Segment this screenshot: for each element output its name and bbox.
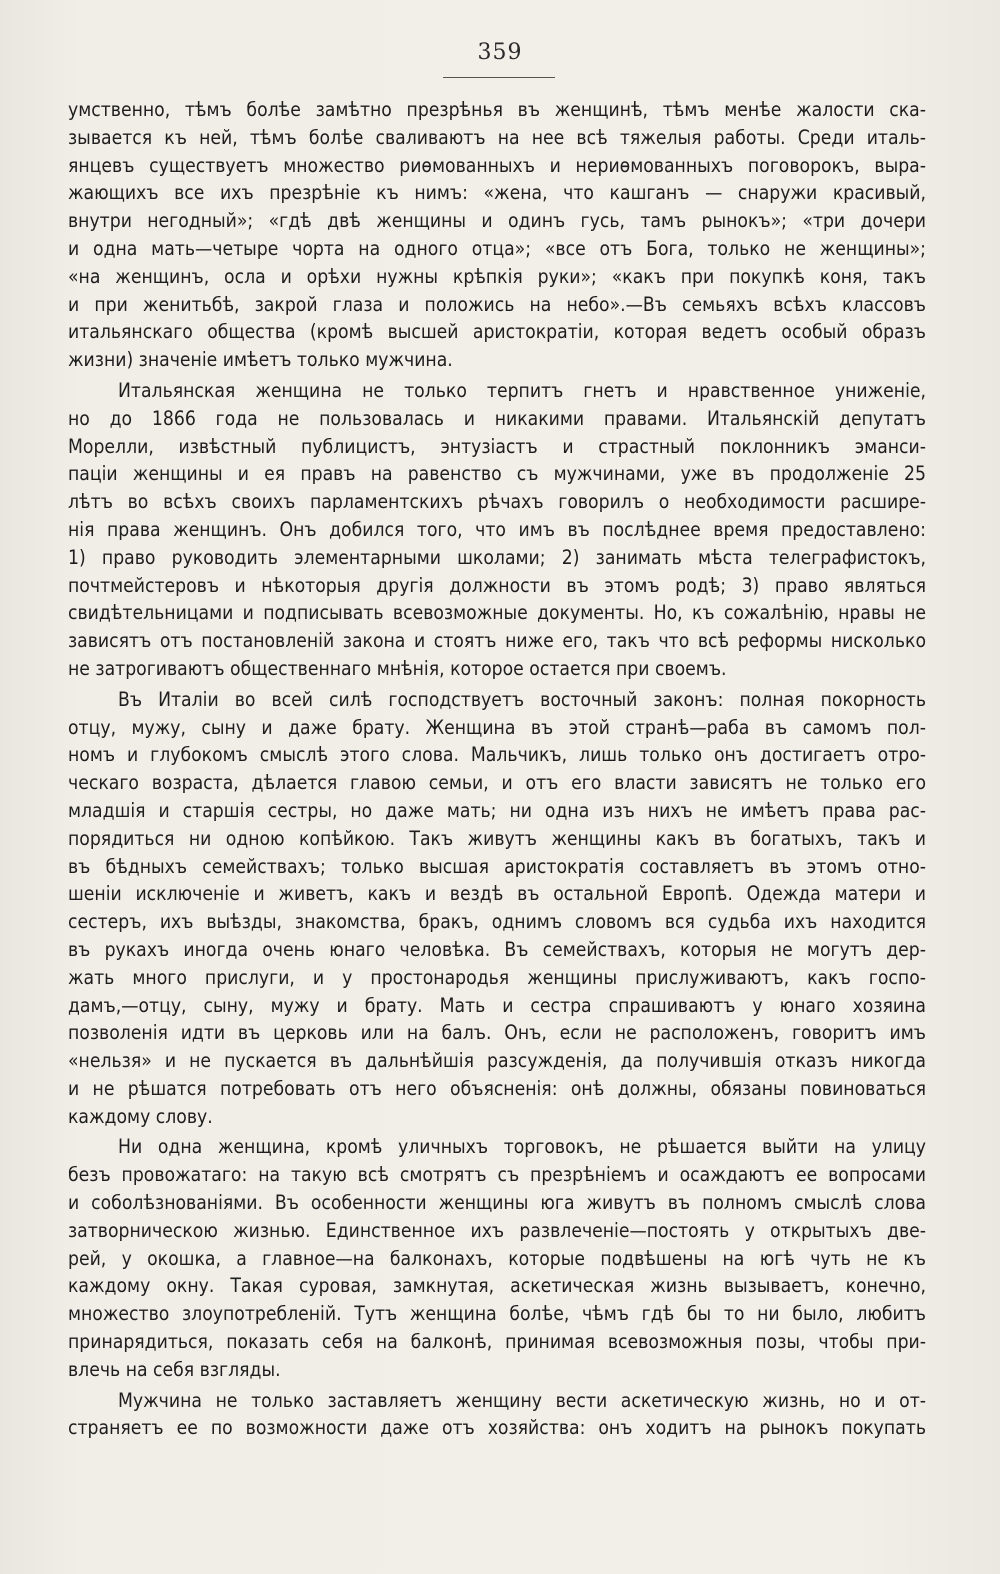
page-number: 359 <box>477 40 523 65</box>
text-line: позволенія идти въ церковь или на балъ. Онъ, если не расположенъ, говоритъ имъ <box>68 1021 926 1045</box>
text-line: страняетъ ее по возможности даже отъ хозяйства: онъ ходитъ на рынокъ покупать <box>68 1416 926 1440</box>
text-line: номъ и глубокомъ смыслѣ этого слова. Мальчикъ, лишь только онъ достигаетъ отро- <box>68 743 926 767</box>
page-number-rule <box>443 77 555 78</box>
text-line: зывается къ ней, тѣмъ болѣе сваливаютъ на нее всѣ тяжелыя работы. Среди италь- <box>68 125 926 149</box>
text-line: затворническою жизнью. Единственное ихъ развлеченіе—постоять у открытыхъ две- <box>68 1218 926 1242</box>
text-line: не затрогиваютъ общественнаго мнѣнія, которое остается при своемъ. <box>68 656 727 680</box>
text-line: въ рукахъ иногда очень юнаго человѣка. Въ семействахъ, которыя не могутъ дер- <box>68 937 926 961</box>
text-line: умственно, тѣмъ болѣе замѣтно презрѣнья въ женщинѣ, тѣмъ менѣе жалости ска- <box>68 98 926 121</box>
text-line: жать много прислуги, и у простонародья женщины прислуживаютъ, какъ госпо- <box>68 965 926 989</box>
paragraph <box>68 1387 926 1443</box>
text-line: зависятъ отъ постановленій закона и стоятъ ниже его, такъ что всѣ реформы нисколько <box>68 629 926 653</box>
text-line: влечь на себя взгляды. <box>68 1357 281 1381</box>
text-line: 1) право руководить элементарными школами; 2) занимать мѣста телеграфистокъ, <box>68 545 926 569</box>
text-line: каждому окну. Такая суровая, замкнутая, аскетическая жизнь вызываетъ, конечно, <box>68 1274 926 1298</box>
text-line: порядиться ни одною копѣйкою. Такъ живутъ женщины какъ въ богатыхъ, такъ и <box>68 826 926 850</box>
text-line: внутри негодный»; «гдѣ двѣ женщины и одинъ гусь, тамъ рынокъ»; «три дочери <box>68 209 926 233</box>
paragraph <box>68 1133 926 1383</box>
text-line: каждому слову. <box>68 1104 213 1128</box>
text-line: янцевъ существуетъ множество риѳмованныхъ и нериѳмованныхъ поговорокъ, выра- <box>68 153 926 177</box>
text-line: Итальянская женщина не только терпитъ гнетъ и нравственное униженіе, <box>118 378 926 402</box>
text-line: Ни одна женщина, кромѣ уличныхъ торговокъ, не рѣшается выйти на улицу <box>118 1135 926 1159</box>
text-line: и одна мать—четыре чорта на одного отца»; «все отъ Бога, только не женщины»; <box>68 236 926 260</box>
text-line: паціи женщины и ея правъ на равенство съ мужчинами, уже въ продолженіе 25 <box>68 462 926 486</box>
text-line: шеніи исключеніе и живетъ, какъ и вездѣ въ остальной Европѣ. Одежда матери и <box>68 882 926 906</box>
text-line: но до 1866 года не пользовалась и никакими правами. Итальянскій депутатъ <box>68 406 926 430</box>
text-line: и не рѣшатся потребовать отъ него объясненія: онѣ должны, обязаны повиноваться <box>68 1076 926 1100</box>
text-line: Морелли, извѣстный публицистъ, энтузіастъ и страстный поклонникъ эманси- <box>68 434 926 458</box>
text-line: нія права женщинъ. Онъ добился того, что имъ въ послѣднее время предоставлено: <box>68 517 926 541</box>
text-line: сестеръ, ихъ выѣзды, знакомства, бракъ, однимъ словомъ вся судьба ихъ находится <box>68 910 926 934</box>
text-line: принарядиться, показать себя на балконѣ, принимая всевозможныя позы, чтобы при- <box>68 1330 926 1354</box>
body-text <box>68 96 926 1442</box>
text-line: «на женщинъ, осла и орѣхи нужны крѣпкія руки»; «какъ при покупкѣ коня, такъ <box>68 264 926 288</box>
paragraph <box>68 686 926 1131</box>
text-line: Въ Италіи во всей силѣ господствуетъ восточный законъ: полная покорность <box>118 687 926 711</box>
text-line: рей, у окошка, а главное—на балконахъ, которые подвѣшены на югѣ чуть не къ <box>68 1246 926 1270</box>
text-line: лѣтъ во всѣхъ своихъ парламентскихъ рѣчахъ говорилъ о необходимости расшире- <box>68 490 926 514</box>
text-line: жающихъ все ихъ презрѣніе къ нимъ: «жена, что кашганъ — снаружи красивый, <box>68 181 926 205</box>
paragraph <box>68 96 926 374</box>
paragraph <box>68 377 926 683</box>
text-line: множество злоупотребленій. Тутъ женщина болѣе, чѣмъ гдѣ бы то ни было, любитъ <box>68 1302 926 1326</box>
text-line: ческаго возраста, дѣлается главою семьи, и отъ его власти зависятъ не только его <box>68 771 926 795</box>
text-line: въ бѣдныхъ семействахъ; только высшая аристократія составляетъ въ этомъ отно- <box>68 854 926 878</box>
text-line: и при женитьбѣ, закрой глаза и положись на небо».—Въ семьяхъ всѣхъ классовъ <box>68 292 926 316</box>
text-line: отцу, мужу, сыну и даже брату. Женщина въ этой странѣ—раба въ самомъ пол- <box>68 715 926 739</box>
text-line: «нельзя» и не пускается въ дальнѣйшія разсужденія, да получившія отказъ никогда <box>68 1049 926 1073</box>
text-line: итальянскаго общества (кромѣ высшей аристократіи, которая ведетъ особый образъ <box>68 320 926 344</box>
text-line: жизни) значеніе имѣетъ только мужчина. <box>68 348 453 372</box>
text-line: дамъ,—отцу, сыну, мужу и брату. Мать и сестра спрашиваютъ у юнаго хозяина <box>68 993 926 1017</box>
text-line: свидѣтельницами и подписывать всевозможные документы. Но, къ сожалѣнію, нравы не <box>68 601 926 625</box>
text-line: и соболѣзнованіями. Въ особенности женщины юга живутъ въ полномъ смыслѣ слова <box>68 1191 926 1215</box>
text-line: безъ провожатаго: на такую всѣ смотрятъ съ презрѣніемъ и осаждаютъ ее вопросами <box>68 1163 926 1187</box>
text-line: почтмейстеровъ и нѣкоторыя другія должности въ этомъ родѣ; 3) право являться <box>68 573 926 597</box>
text-line: младшія и старшія сестры, но даже мать; ни одна изъ нихъ не имѣетъ права рас- <box>68 798 926 822</box>
text-line: Мужчина не только заставляетъ женщину вести аскетическую жизнь, но и от- <box>118 1388 926 1412</box>
